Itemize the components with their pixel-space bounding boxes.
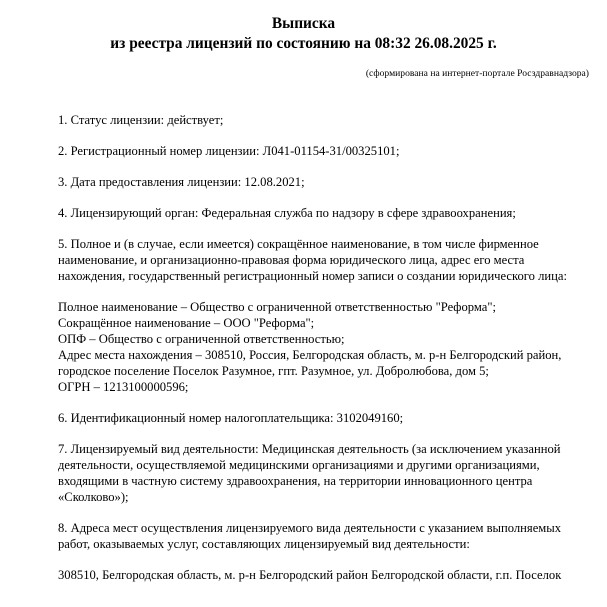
licensed-activity-line: «Сколково»); (58, 490, 129, 504)
org-short-name: Сокращённое наименование – ООО "Реформа"; (58, 316, 315, 330)
org-ogrn: ОГРН – 1213100000596; (58, 380, 189, 394)
document-title: Выписка (271, 15, 336, 32)
org-details (58, 299, 588, 395)
org-info-header (58, 236, 588, 284)
activity-addresses-header-line: 8. Адреса мест осуществления лицензируемого вида деятельности с указанием выполняемых (58, 521, 562, 535)
activity-address (58, 567, 588, 583)
license-status-text: 1. Статус лицензии: действует; (58, 113, 224, 127)
license-reg-number-text: 2. Регистрационный номер лицензии: Л041-01154-31/00325101; (58, 144, 400, 158)
activity-addresses-header-line: работ, оказываемых услуг, составляющих лицензируемый вид деятельности: (58, 537, 470, 551)
license-date-text: 3. Дата предоставления лицензии: 12.08.2021; (58, 175, 305, 189)
org-full-name: Полное наименование – Общество с ограниченной ответственностью "Реформа"; (58, 300, 496, 314)
license-reg-number (58, 143, 588, 159)
licensed-activity-line: 7. Лицензируемый вид деятельности: Медицинская деятельность (за исключением указанной (58, 442, 561, 456)
org-address: Адрес места нахождения – 308510, Россия, Белгородская область, м. р-н Белгородский район, (58, 348, 562, 362)
document-body (58, 112, 588, 598)
activity-addresses-header (58, 520, 588, 552)
document-subtitle: из реестра лицензий по состоянию на 08:32 26.08.2025 г. (110, 35, 497, 52)
taxpayer-id-text: 6. Идентификационный номер налогоплательщика: 3102049160; (58, 411, 404, 425)
taxpayer-id (58, 410, 588, 426)
licensed-activity-line: деятельности, осуществляемой медицинскими организациями и другими организациями, (58, 458, 540, 472)
licensing-authority (58, 205, 588, 221)
org-legal-form: ОПФ – Общество с ограниченной ответственностью; (58, 332, 345, 346)
org-info-header-line: нахождения, государственный регистрационный номер записи о создании юридического лица: (58, 269, 567, 283)
org-info-header-line: 5. Полное и (в случае, если имеется) сокращённое наименование, в том числе фирменное (58, 237, 539, 251)
org-info-header-line: наименование, и организационно-правовая форма юридического лица, адрес его места (58, 253, 525, 267)
licensed-activity-line: входящими в частную систему здравоохранения, на территории инновационного центра (58, 474, 533, 488)
license-status (58, 112, 588, 128)
license-date (58, 174, 588, 190)
activity-address-line: 308510, Белгородская область, м. р-н Белгородский район Белгородской области, г.п. Поселок (58, 568, 562, 582)
source-note: (сформирована на интернет-портале Росздравнадзора) (365, 68, 589, 79)
licensed-activity (58, 441, 588, 505)
org-address-cont: городское поселение Поселок Разумное, гпт. Разумное, ул. Добролюбова, дом 5; (58, 364, 489, 378)
licensing-authority-text: 4. Лицензирующий орган: Федеральная служба по надзору в сфере здравоохранения; (58, 206, 516, 220)
